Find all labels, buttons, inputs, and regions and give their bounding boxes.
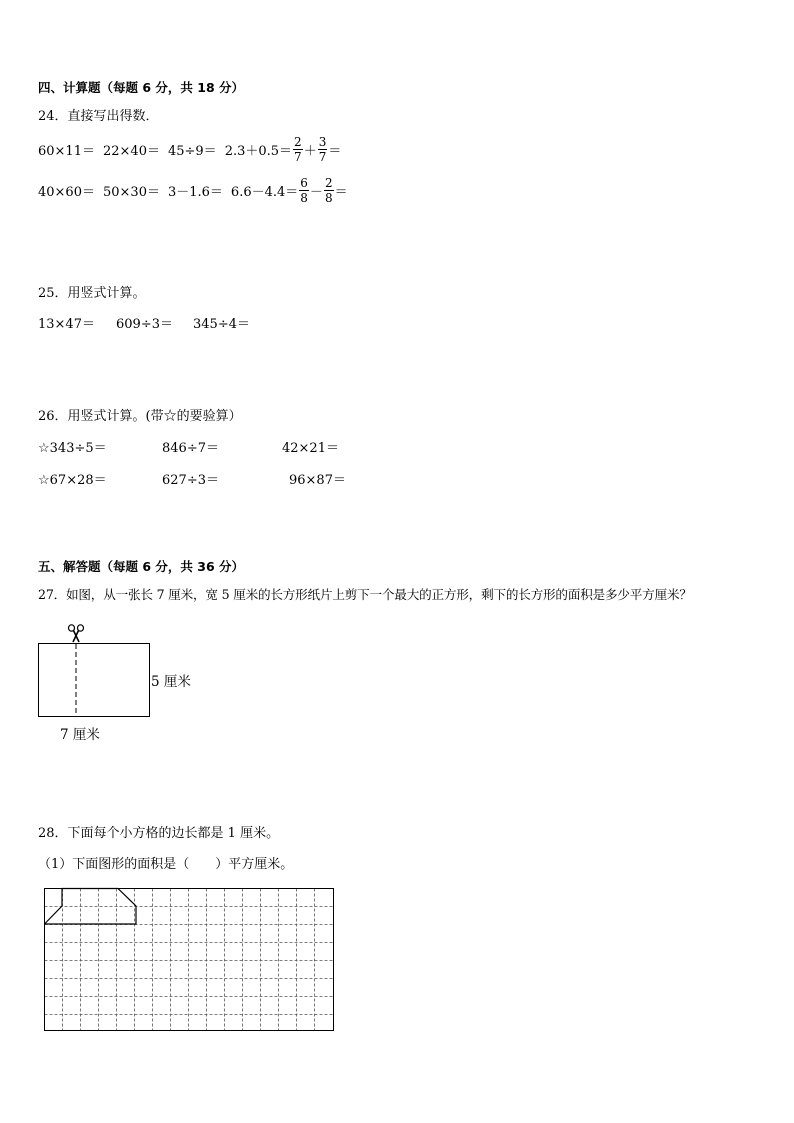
- fraction: $\frac{3}{7}$: [318, 134, 327, 164]
- q26-item: 42×21＝: [282, 441, 339, 456]
- q24-row1: [38, 134, 341, 164]
- grid-border: [45, 889, 334, 1031]
- q25-item: 345÷4＝: [193, 317, 250, 332]
- fraction: $\frac{2}{8}$: [324, 175, 333, 205]
- operator: －: [309, 184, 323, 200]
- q25-label: 25．用竖式计算。: [38, 286, 146, 301]
- q26-item: ☆343÷5＝: [38, 441, 107, 456]
- q28-sub1: （1）下面图形的面积是（ ）平方厘米。: [38, 857, 294, 872]
- q24-row2-item: 6.6－4.4＝: [230, 184, 299, 200]
- q25-item: 609÷3＝: [116, 317, 173, 332]
- q24-row1-item: 2.3＋0.5＝: [224, 143, 293, 159]
- q24-row1-item: 22×40＝: [102, 143, 160, 159]
- scissors-icon: [69, 625, 84, 642]
- q27-height-label: 5 厘米: [151, 674, 191, 690]
- q26-item: ☆67×28＝: [38, 473, 107, 488]
- q26-item: 627÷3＝: [162, 473, 219, 488]
- equals: ＝: [334, 184, 348, 200]
- q24-row2: [38, 175, 348, 205]
- section5-title: 五、解答题（每题 6 分，共 36 分）: [38, 559, 245, 574]
- q26-item: 96×87＝: [289, 473, 346, 488]
- q28-label: 28．下面每个小方格的边长都是 1 厘米。: [38, 826, 280, 841]
- q25-item: 13×47＝: [38, 317, 95, 332]
- q24-row2-item: 3－1.6＝: [167, 184, 223, 200]
- q26-label: 26．用竖式计算。(带☆的要验算）: [38, 409, 242, 424]
- q24-row1-item: 60×11＝: [38, 143, 95, 159]
- section4-title: 四、计算题（每题 6 分，共 18 分）: [38, 80, 245, 95]
- q27-width-label: 7 厘米: [60, 727, 100, 743]
- fraction: $\frac{6}{8}$: [300, 175, 308, 205]
- equals: ＝: [328, 143, 342, 159]
- rectangle: [39, 644, 150, 717]
- dashed-grid: [45, 889, 334, 1031]
- fraction: $\frac{2}{7}$: [294, 134, 302, 164]
- q24-row1-item: 45÷9＝: [167, 143, 217, 159]
- q27-label: 27．如图，从一张长 7 厘米，宽 5 厘米的长方形纸片上剪下一个最大的正方形，剩下的长方形的面积是多少平方厘米？: [38, 587, 692, 602]
- operator: ＋: [303, 143, 317, 159]
- q26-item: 846÷7＝: [162, 441, 219, 456]
- q24-row2-item: 50×30＝: [102, 184, 160, 200]
- q24-label: 24．直接写出得数．: [38, 109, 159, 124]
- q28-grid-figure: [40, 884, 340, 1036]
- q24-row2-item: 40×60＝: [38, 184, 95, 200]
